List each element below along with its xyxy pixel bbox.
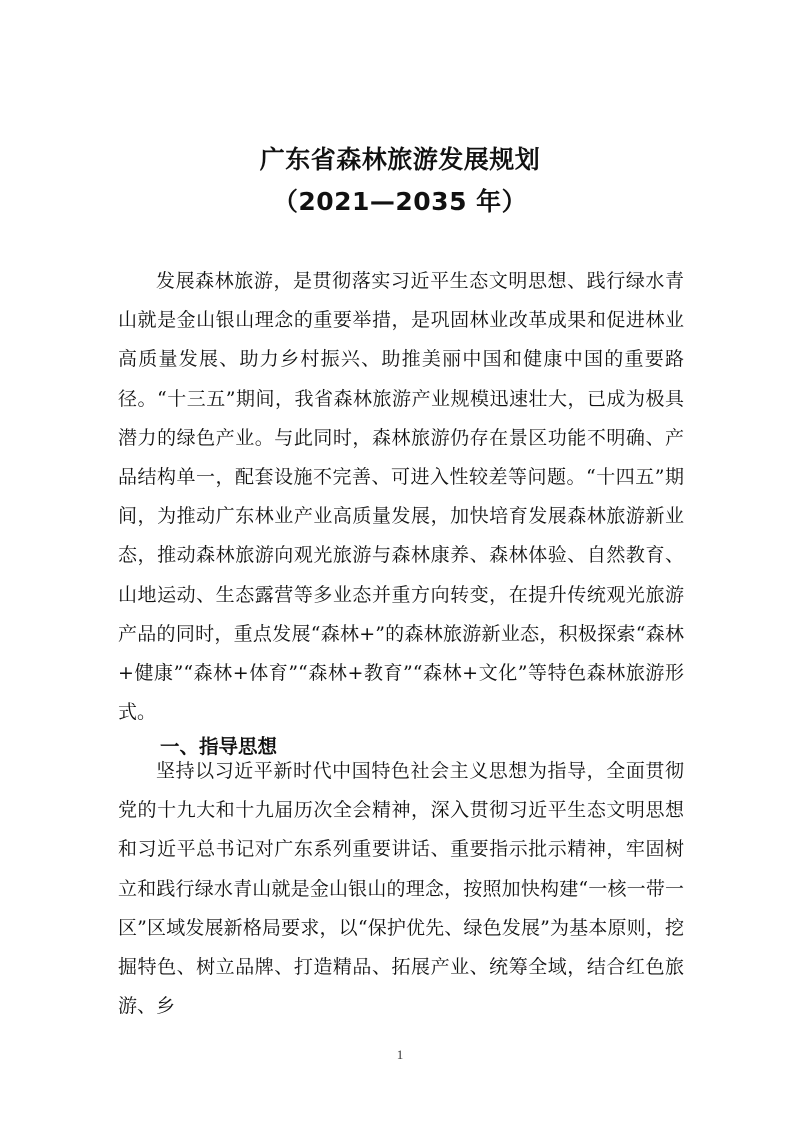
intro-section: [118, 262, 684, 732]
guiding-thought-section: [118, 752, 684, 1026]
intro-paragraph: 发展森林旅游，是贯彻落实习近平生态文明思想、践行绿水青山就是金山银山理念的重要举措，是巩固林业改革成果和促进林业高质量发展、助力乡村振兴、助推美丽中国和健康中国的重要路径。“十三五”期间，我省森林旅游产业规模迅速壮大，已成为极具潜力的绿色产业。与此同时，森林旅游仍存在景区功能不明确、产品结构单一，配套设施不完善、可进入性较差等问题。“十四五”期间，为推动广东林业产业高质量发展，加快培育发展森林旅游新业态，推动森林旅游向观光旅游与森林康养、森林体验、自然教育、山地运动、生态露营等多业态并重方向转变，在提升传统观光旅游产品的同时，重点发展“森林+”的森林旅游新业态，积极探索“森林+健康”“森林+体育”“森林+教育”“森林+文化”等特色森林旅游形式。: [118, 270, 684, 724]
document-subtitle: （2021—2035 年）: [272, 187, 528, 216]
section-heading: 一、指导思想: [160, 735, 278, 758]
document-title: 广东省森林旅游发展规划: [259, 145, 541, 174]
page-number: 1: [396, 1047, 404, 1062]
guiding-thought-paragraph: 坚持以习近平新时代中国特色社会主义思想为指导，全面贯彻党的十九大和十九届历次全会精神，深入贯彻习近平生态文明思想和习近平总书记对广东系列重要讲话、重要指示批示精神，牢固树立和践行绿水青山就是金山银山的理念，按照加快构建“一核一带一区”区域发展新格局要求，以“保护优先、绿色发展”为基本原则，挖掘特色、树立品牌、打造精品、拓展产业、统筹全域，结合红色旅游、乡: [118, 760, 684, 1018]
